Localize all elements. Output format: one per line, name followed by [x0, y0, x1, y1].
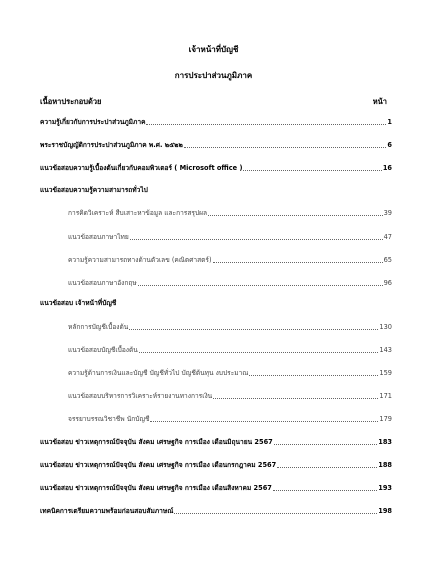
- toc-subentry: [68, 232, 392, 242]
- dot-leader: [213, 398, 378, 399]
- toc-entry-text: ความรู้เกี่ยวกับการประปาส่วนภูมิภาค: [40, 118, 146, 126]
- toc-subentry: [68, 255, 392, 265]
- dot-leader: [213, 262, 383, 263]
- toc-entry-page: 193: [378, 484, 392, 492]
- section-title-general: แนวข้อสอบความรู้ความสามารถทั่วไป: [40, 186, 148, 194]
- toc-entry-page: 16: [382, 164, 392, 172]
- toc-entry-page: 47: [383, 233, 392, 241]
- toc-entry-page: 143: [379, 346, 392, 354]
- toc-subentry: [68, 278, 392, 288]
- toc-entry-text: แนวข้อสอบภาษาไทย: [68, 233, 129, 241]
- toc-entry-page: 96: [383, 279, 392, 287]
- toc-entry-text: แนวข้อสอบ ข่าวเหตุการณ์ปัจจุบัน สังคม เศรษฐกิจ การเมือง เดือนมิถุนายน 2567: [40, 438, 273, 446]
- dot-leader: [138, 285, 383, 286]
- toc-entry-page: 1: [387, 118, 392, 126]
- toc-entry-page: 65: [383, 256, 392, 264]
- toc-entry-text: แนวข้อสอบ ข่าวเหตุการณ์ปัจจุบัน สังคม เศรษฐกิจ การเมือง เดือนสิงหาคม 2567: [40, 484, 272, 492]
- toc-subentry: [68, 345, 392, 355]
- toc-entry-text: เทคนิคการเตรียมความพร้อมก่อนสอบสัมภาษณ์: [40, 507, 174, 515]
- toc-subentry: [68, 368, 392, 378]
- toc-entry-text: แนวข้อสอบความรู้เบื้องต้นเกี่ยวกับคอมพิวเตอร์ ( Microsoft office ): [40, 164, 243, 172]
- toc-entry-text: แนวข้อสอบบริหารการวิเคราะห์รายงานทางการเงิน: [68, 392, 213, 400]
- toc-entry-text: ความรู้ความสามารถทางด้านตัวเลข (คณิตศาสตร์): [68, 256, 212, 264]
- dot-leader: [130, 239, 383, 240]
- toc-entry-text: จรรยาบรรณวิชาชีพ นักบัญชี: [68, 415, 150, 423]
- toc-subentry: [68, 391, 392, 401]
- dot-leader: [249, 375, 378, 376]
- toc-entry-page: 179: [379, 415, 392, 423]
- toc-subentry: [68, 414, 392, 424]
- toc-entry-text: การคิดวิเคราะห์ สืบเสาะหาข้อมูล และการสรุปผล: [68, 209, 207, 217]
- dot-leader: [184, 147, 387, 148]
- dot-leader: [273, 490, 377, 491]
- toc-entry-page: 188: [378, 461, 392, 469]
- toc-entry-text: แนวข้อสอบบัญชีเบื้องต้น: [68, 346, 138, 354]
- dot-leader: [277, 467, 377, 468]
- toc-subentry: [68, 322, 392, 332]
- toc-entry-page: 39: [383, 209, 392, 217]
- dot-leader: [174, 513, 377, 514]
- toc-entry: [40, 140, 392, 150]
- toc-subentry: [68, 208, 392, 218]
- toc-entry-page: 159: [379, 369, 392, 377]
- toc-entry: [40, 483, 392, 493]
- toc-entry-text: พระราชบัญญัติการประปาส่วนภูมิภาค พ.ศ. ๒๕๒๒: [40, 141, 183, 149]
- section-title-accounting: แนวข้อสอบ เจ้าหน้าที่บัญชี: [40, 299, 117, 307]
- dot-leader: [129, 329, 378, 330]
- toc-entry-page: 130: [379, 323, 392, 331]
- dot-leader: [150, 421, 378, 422]
- dot-leader: [243, 170, 381, 171]
- toc-entry-text: แนวข้อสอบ ข่าวเหตุการณ์ปัจจุบัน สังคม เศรษฐกิจ การเมือง เดือนกรกฎาคม 2567: [40, 461, 277, 469]
- toc-entry-text: หลักการบัญชีเบื้องต้น: [68, 323, 129, 331]
- toc-entry: [40, 460, 392, 470]
- contents-header: [40, 97, 387, 107]
- dot-leader: [274, 444, 377, 445]
- contents-label: เนื้อหาประกอบด้วย: [40, 97, 102, 106]
- dot-leader: [139, 352, 379, 353]
- toc-entry-text: แนวข้อสอบภาษาอังกฤษ: [68, 279, 137, 287]
- dot-leader: [208, 215, 383, 216]
- page-column-label: หน้า: [372, 97, 387, 106]
- toc-entry: [40, 117, 392, 127]
- toc-entry-page: 6: [387, 141, 392, 149]
- toc-entry-text: ความรู้ด้านการเงินและบัญชี บัญชีทั่วไป บัญชีต้นทุน งบประมาณ: [68, 369, 249, 377]
- document-title: เจ้าหน้าที่บัญชี: [188, 45, 239, 54]
- dot-leader: [146, 124, 386, 125]
- toc-entry-page: 198: [378, 507, 392, 515]
- toc-entry: [40, 437, 392, 447]
- toc-entry: [40, 163, 392, 173]
- document-subtitle: การประปาส่วนภูมิภาค: [174, 71, 253, 80]
- toc-entry-page: 171: [379, 392, 392, 400]
- toc-entry-page: 183: [378, 438, 392, 446]
- toc-entry: [40, 506, 392, 516]
